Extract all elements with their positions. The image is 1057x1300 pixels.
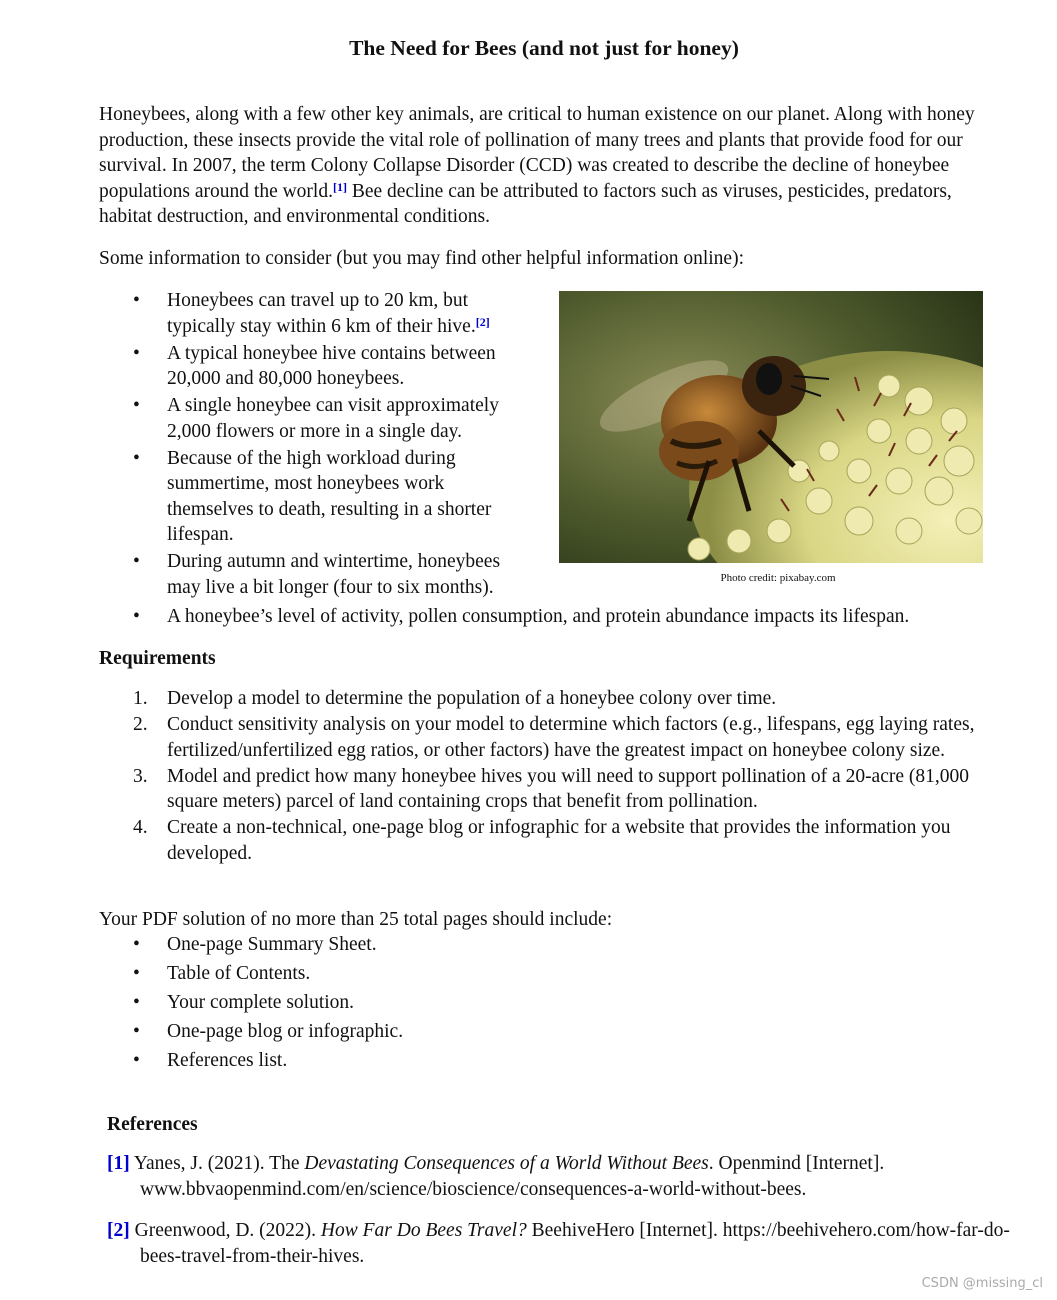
solution-list [99, 932, 999, 1077]
list-item: 4. Create a non-technical, one-page blog or infographic for a website that provides the information you developed. [133, 817, 951, 864]
bee-on-flower-photo [559, 291, 983, 563]
citation-link-1[interactable]: [1] [332, 179, 347, 194]
reference-number[interactable]: [2] [107, 1220, 130, 1241]
list-item: • Your complete solution. [99, 990, 999, 1016]
list-item: • During autumn and wintertime, honeybees may live a bit longer (four to six months). [99, 549, 529, 600]
intro-paragraph [99, 102, 999, 230]
list-item: • Because of the high workload during summertime, most honeybees work themselves to death, resulting in a shorter lifespan. [99, 446, 529, 548]
requirements-list [99, 686, 979, 867]
info-bullet-list [99, 288, 529, 602]
intro-text: Honeybees, along with a few other key animals, are critical to human existence on our planet. Along with honey production, these insects provide the vital role of pollination of many trees and plants that provide food for our survival. In 2007, the term Colony Collapse Disorder (CCD) was created to describe the decline of honeybee populations around the world. [99, 104, 975, 202]
reference-item: [2] Greenwood, D. (2022). How Far Do Bees Travel? BeehiveHero [Internet]. https://beehivehero.com/how-far-do-bees-travel-from-their-hives. [107, 1220, 1010, 1267]
list-item: • A single honeybee can visit approximately 2,000 flowers or more in a single day. [99, 393, 529, 444]
document-title: The Need for Bees (and not just for honey) [349, 36, 739, 60]
list-item: • One-page Summary Sheet. [99, 932, 999, 958]
reference-item: [1] Yanes, J. (2021). The Devastating Consequences of a World Without Bees. Openmind [Internet]. www.bbvaopenmind.com/en/science/bioscience/consequences-a-world-without-bees. [107, 1153, 885, 1200]
list-item: 2. Conduct sensitivity analysis on your model to determine which factors (e.g., lifespans, egg laying rates, fertilized/unfertilized egg ratios, or other factors) have the greatest impact on honeybee colony size. [133, 714, 975, 761]
photo-credit: Photo credit: pixabay.com [720, 572, 836, 584]
list-item: 1. Develop a model to determine the population of a honeybee colony over time. [133, 688, 777, 709]
list-item: • One-page blog or infographic. [99, 1019, 999, 1045]
reference-number[interactable]: [1] [107, 1153, 130, 1174]
references-heading: References [107, 1114, 198, 1135]
citation-link-2[interactable]: [2] [475, 314, 490, 329]
requirements-heading: Requirements [99, 648, 216, 669]
info-bullet-list-cont [99, 604, 999, 630]
list-item: • A typical honeybee hive contains between 20,000 and 80,000 honeybees. [99, 341, 529, 392]
solution-lead: Your PDF solution of no more than 25 total pages should include: [99, 909, 613, 930]
list-item: • References list. [99, 1048, 999, 1074]
list-item: • Table of Contents. [99, 961, 999, 987]
list-item: • A honeybee’s level of activity, pollen consumption, and protein abundance impacts its lifespan. [99, 604, 999, 630]
list-item: • Honeybees can travel up to 20 km, but typically stay within 6 km of their hive.[2] [99, 288, 529, 339]
info-lead: Some information to consider (but you may find other helpful information online): [99, 248, 744, 269]
intro-text-continued: Bee decline can be attributed to factors such as viruses, pesticides, predators, habitat destruction, and environmental conditions. [99, 180, 952, 227]
watermark: CSDN @missing_cl [921, 1276, 1043, 1291]
list-item: 3. Model and predict how many honeybee hives you will need to support pollination of a 20-acre (81,000 square meters) parcel of land containing crops that benefit from pollination. [133, 765, 970, 812]
